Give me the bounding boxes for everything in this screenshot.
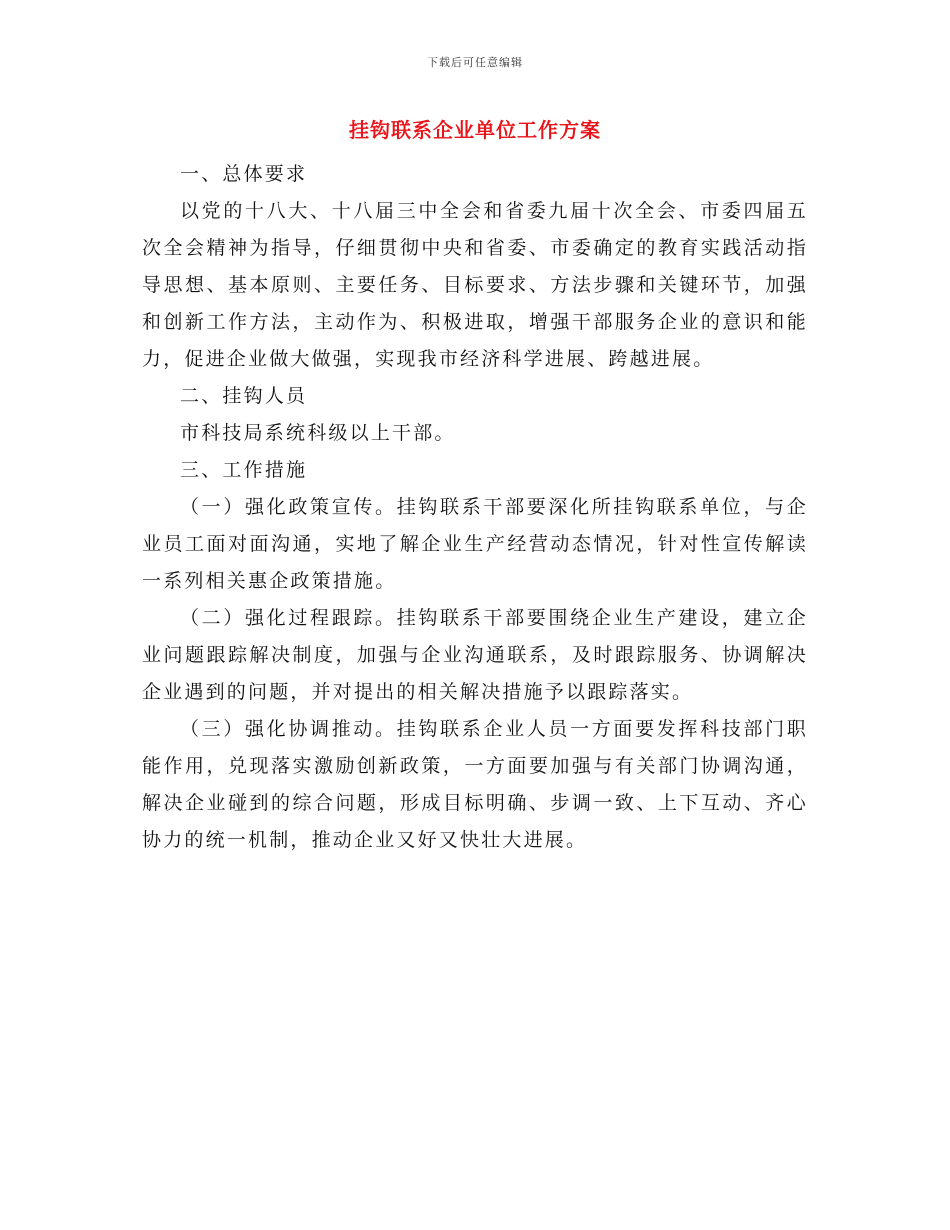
section-2-heading: 二、挂钩人员 [180,385,308,407]
document-title: 挂钩联系企业单位工作方案 [349,118,601,142]
document-body [142,156,808,859]
section-2-paragraph: 市科技局系统科级以上干部。 [180,422,456,444]
section-1-paragraph: 以党的十八大、十八届三中全会和省委九届十次全会、市委四届五次全会精神为指导，仔细贯彻中央和省委、市委确定的教育实践活动指导思想、基本原则、主要任务、目标要求、方法步骤和关键环节，加强和创新工作方法，主动作为、积极进取，增强干部服务企业的意识和能力，促进企业做大做强，实现我市经济科学进展、跨越进展。 [142,200,808,370]
section-3-item-1: （一）强化政策宣传。挂钩联系干部要深化所挂钩联系单位，与企业员工面对面沟通，实地了解企业生产经营动态情况，针对性宣传解读一系列相关惠企政策措施。 [142,496,808,592]
header-note: 下载后可任意编辑 [427,56,523,69]
section-3-heading: 三、工作措施 [180,459,308,481]
section-1-heading: 一、总体要求 [180,163,308,185]
section-3-item-3: （三）强化协调推动。挂钩联系企业人员一方面要发挥科技部门职能作用，兑现落实激励创新政策，一方面要加强与有关部门协调沟通，解决企业碰到的综合问题，形成目标明确、步调一致、上下互动、齐心协力的统一机制，推动企业又好又快壮大进展。 [142,718,808,851]
section-3-item-2: （二）强化过程跟踪。挂钩联系干部要围绕企业生产建设，建立企业问题跟踪解决制度，加强与企业沟通联系，及时跟踪服务、协调解决企业遇到的问题，并对提出的相关解决措施予以跟踪落实。 [142,607,808,703]
